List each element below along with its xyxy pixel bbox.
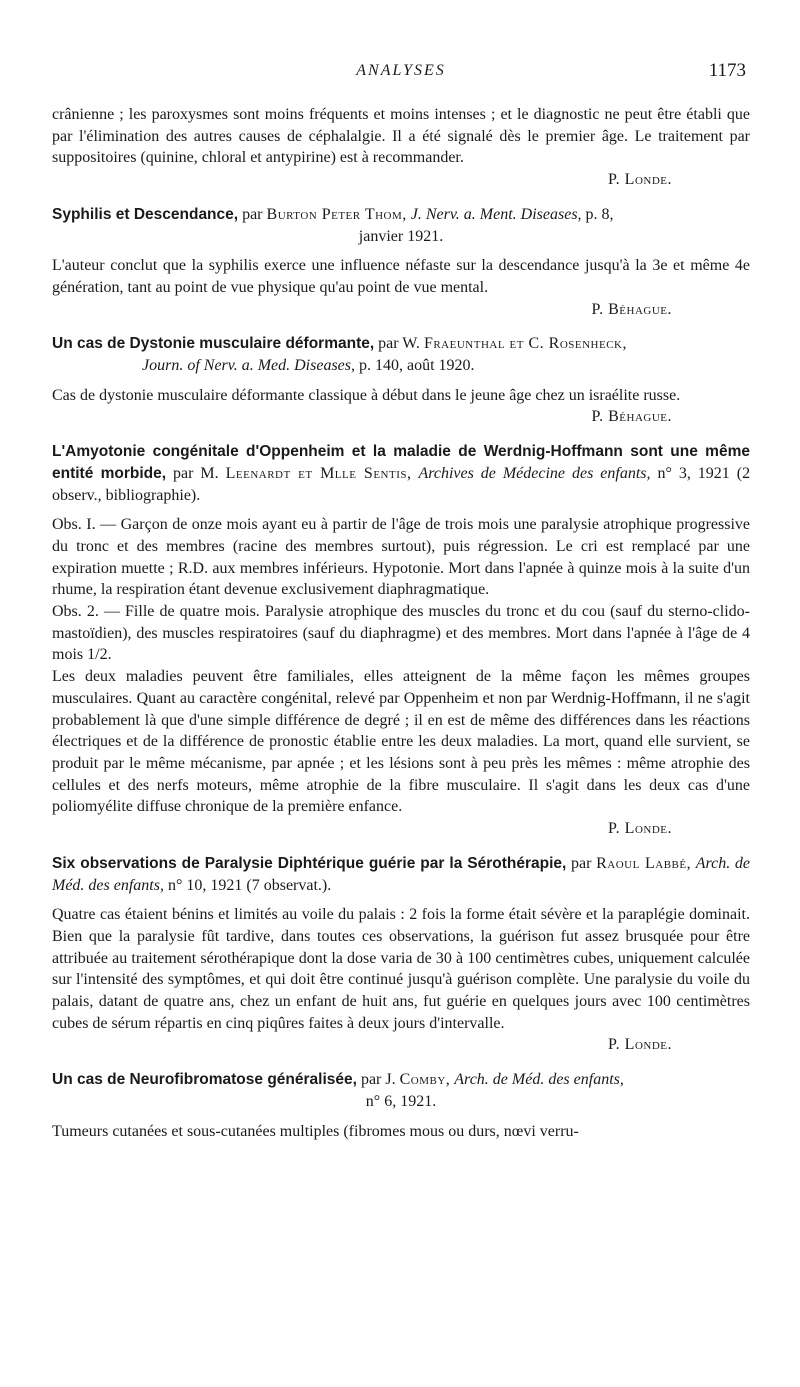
entry-journal: Arch. de Méd. des enfants, bbox=[52, 854, 751, 894]
entry-by: par bbox=[571, 854, 592, 872]
entry-journal: J. Nerv. a. Ment. Diseases, bbox=[410, 205, 582, 223]
entry-by: par bbox=[242, 205, 263, 223]
entry-body-paragraph: Obs. I. — Garçon de onze mois ayant eu à partir de l'âge de trois mois une paralysie atrophique progressive du tronc et des membres (racine des membres surtout), puis régression. Le cri est remplacé par une expiration muette ; R.D. aux membres inférieurs. Hypotonie. Mort dans l'apnée à quinze mois à la suite d'un rhume, la respiration étant devenue exclusivement diaphragmatique. bbox=[52, 516, 750, 599]
entry-signature: P. Londe. bbox=[608, 820, 672, 838]
entry-signature: P. Béhague. bbox=[591, 408, 672, 426]
entry-syphilis-descendance bbox=[52, 204, 750, 321]
entry-signature: P. Béhague. bbox=[591, 300, 672, 318]
entry-amyotonie bbox=[52, 441, 750, 840]
entry-author: Comby, bbox=[399, 1071, 451, 1089]
entry-continuation bbox=[52, 104, 750, 191]
running-title: ANALYSES bbox=[356, 62, 446, 79]
entry-body-paragraph: crânienne ; les paroxysmes sont moins fréquents et moins intenses ; et le diagnostic ne peut être établi que par l'élimination des autres causes de céphalalgie. Il a été signalé dès le premier âge. Le traitement par suppositoires (quinine, chloral et antypirine) est à recommander. bbox=[52, 106, 750, 167]
entry-body-paragraph: Les deux maladies peuvent être familiales, elles atteignent de la même façon les mêmes groupes musculaires. Quant au caractère congénital, relevé par Oppenheim et non par Werdnig-Hoffmann, il ne s'agit probablement là que d'une simple différence de degré ; il en est de même des différences dans les réactions électriques et de la différence de pronostic établie entre les deux maladies. La mort, quand elle survient, se produit par le même mécanisme, par apnée ; et les lésions sont à peu près les mêmes : même atrophie des cellules et des nerfs moteurs, même atrophie de la fibre musculaire. Il s'agit dans les deux cas d'une poliomyélite diffuse chronique de la première enfance. bbox=[52, 668, 750, 816]
entry-title: Un cas de Dystonie musculaire déformante, bbox=[52, 335, 375, 353]
entry-title: L'Amyotonie congénitale d'Oppenheim et la maladie de Werdnig-Hoffmann sont une même entité morbide, bbox=[52, 443, 750, 482]
entry-signature: P. Londe. bbox=[608, 1036, 672, 1054]
entry-reference-date: janvier 1921. bbox=[358, 227, 444, 245]
entry-reference: p. 140, août 1920. bbox=[359, 357, 475, 375]
entry-by: par J. bbox=[360, 1071, 396, 1089]
entry-journal: Arch. de Méd. des enfants, bbox=[454, 1071, 624, 1089]
entry-title: Un cas de Neurofibromatose généralisée, bbox=[52, 1071, 357, 1089]
entry-reference: n° 3, 1921 (2 observ., bibliographie). bbox=[52, 464, 751, 504]
entry-reference: p. 8, bbox=[585, 205, 614, 223]
entry-dystonie bbox=[52, 333, 750, 428]
entry-title: Syphilis et Descendance, bbox=[52, 205, 239, 223]
entry-body-paragraph: Obs. 2. — Fille de quatre mois. Paralysie atrophique des muscles du tronc et du cou (sauf du sterno-clido-mastoïdien), des muscles respiratoires (sauf du diaphragme) et des membres. Mort dans l'apnée à l'âge de 4 mois 1/2. bbox=[52, 603, 750, 664]
entry-journal: Journ. of Nerv. a. Med. Diseases, bbox=[142, 357, 355, 375]
entry-body-paragraph: Cas de dystonie musculaire déformante classique à début dans le jeune âge chez un israélite russe. bbox=[52, 386, 681, 404]
entry-by: par M. bbox=[173, 464, 219, 482]
page-number: 1173 bbox=[708, 60, 746, 81]
entry-author: Fraeunthal et C. Rosenheck, bbox=[423, 335, 628, 353]
entry-journal: Archives de Médecine des enfants, bbox=[418, 464, 651, 482]
entry-reference: n° 6, 1921. bbox=[365, 1092, 437, 1110]
entry-paralysie-diphterique bbox=[52, 853, 750, 1056]
entry-reference: n° 10, 1921 (7 observat.). bbox=[167, 876, 332, 894]
entry-author: Burton Peter Thom, bbox=[266, 205, 407, 223]
entry-neurofibromatose bbox=[52, 1069, 750, 1142]
entry-by: par W. bbox=[378, 335, 420, 353]
entry-body-paragraph: Tumeurs cutanées et sous-cutanées multiples (fibromes mous ou durs, nœvi verru- bbox=[52, 1122, 579, 1140]
entry-title: Six observations de Paralysie Diphtérique guérie par la Sérothérapie, bbox=[52, 854, 567, 872]
entry-author: Leenardt et Mlle Sentis, bbox=[225, 464, 412, 482]
entry-body-paragraph: Quatre cas étaient bénins et limités au voile du palais : 2 fois la forme était sévère et la paraplégie dominait. Bien que la paralysie fût tardive, dans toutes ces observations, la guérison fut assez brusquée pour être attribuée au traitement sérothérapique dont la dose varia de 30 à 100 centimètres cubes, uniquement calculée sur l'intensité des symptômes, et qui doit être continué jusqu'à guérison complète. Une paralysie du voile du palais, datant de quatre ans, chez un enfant de huit ans, fut guérie en quelques jours avec 100 centimètres cubes de sérum répartis en cinq piqûres faites à deux jours d'intervalle. bbox=[52, 906, 750, 1032]
entry-body-paragraph: L'auteur conclut que la syphilis exerce une influence néfaste sur la descendance jusqu'à la 3e et même 4e génération, tant au point de vue physique qu'au point de vue mental. bbox=[52, 257, 750, 296]
entry-signature: P. Londe. bbox=[608, 171, 672, 189]
running-header bbox=[52, 60, 750, 86]
entry-author: Raoul Labbé, bbox=[596, 854, 692, 872]
